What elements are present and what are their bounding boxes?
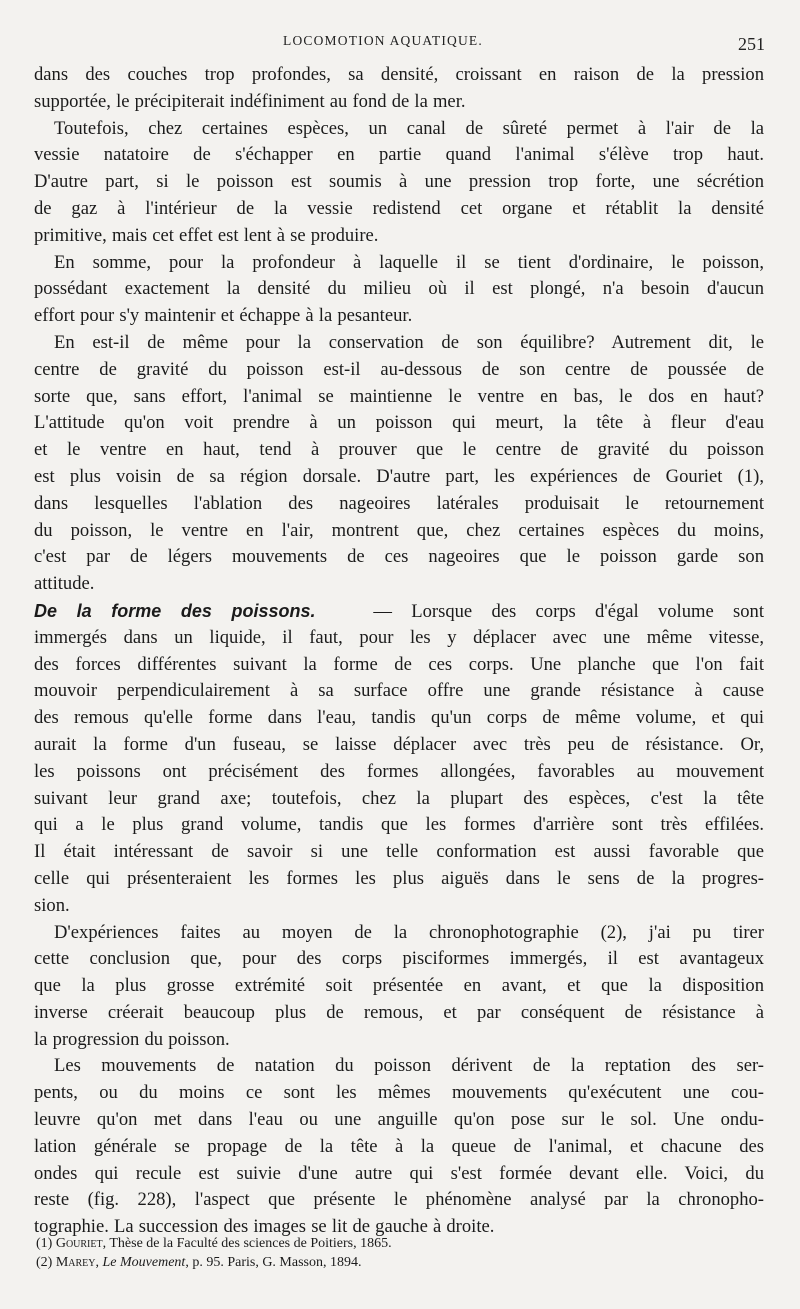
text-line: En est-il de même pour la conservation de son équilibre? Autrement dit, le	[54, 331, 764, 353]
footnotes	[36, 1234, 756, 1272]
text-line: la progression du poisson.	[34, 1028, 230, 1050]
text-line: Il était intéressant de savoir si une telle conformation est aussi favorable que	[34, 841, 764, 863]
text-line: que la plus grosse extrémité soit présentée en avant, et que la disposition	[34, 975, 764, 997]
text-line: aurait la forme d'un fuseau, se laisse déplacer avec très peu de résistance. Or,	[34, 733, 764, 755]
text-line: c'est par de légers mouvements de ces nageoires que le poisson garde son	[34, 546, 764, 568]
footnote-text: , Thèse de la Faculté des sciences de Poitiers, 1865.	[102, 1236, 392, 1251]
footnote-title: Le Mouvement	[102, 1255, 186, 1270]
text-line: vessie natatoire de s'échapper en partie quand l'animal s'élève trop haut.	[34, 144, 764, 166]
text-line: du poisson, le ventre en l'air, montrent que, chez certaines espèces du moins,	[34, 519, 764, 541]
text-line: des forces différentes suivant la forme de ces corps. Une planche que l'on fait	[34, 653, 764, 675]
text-line: dans des couches trop profondes, sa densité, croissant en raison de la pression	[34, 64, 764, 85]
text-line: L'attitude qu'on voit prendre à un poisson qui meurt, la tête à fleur d'eau	[34, 412, 764, 434]
text-line: dans lesquelles l'ablation des nageoires latérales produisait le retournement	[34, 492, 764, 514]
text-line: immergés dans un liquide, il faut, pour les y déplacer avec une même vitesse,	[34, 626, 764, 648]
footnote	[36, 1234, 756, 1253]
text-line: ondes qui recule est suivie d'une autre qui s'est formée devant elle. Voici, du	[34, 1162, 764, 1184]
text-line: mouvoir perpendiculairement à sa surface offre une grande résistance à cause	[34, 680, 764, 702]
running-head	[0, 28, 800, 58]
text-line: cette conclusion que, pour des corps pisciformes immergés, il est avantageux	[34, 948, 764, 970]
text-line: pents, ou du moins ce sont les mêmes mouvements qu'exécutent une cou-	[34, 1082, 764, 1104]
section-heading-line	[34, 598, 764, 625]
text-line: qui a le plus grand volume, tandis que les formes d'arrière sont très effilées.	[34, 814, 764, 836]
text-line: D'expériences faites au moyen de la chronophotographie (2), j'ai pu tirer	[54, 921, 764, 943]
text-line: — Lorsque des corps d'égal volume sont	[373, 600, 764, 622]
text-line: reste (fig. 228), l'aspect que présente le phénomène analysé par la chronopho-	[34, 1189, 764, 1211]
text-line: tographie. La succession des images se lit de gauche à droite.	[34, 1216, 495, 1238]
text-line: possédant exactement la densité du milieu où il est plongé, n'a besoin d'aucun	[34, 278, 764, 300]
footnote-mark: (1)	[36, 1236, 53, 1251]
text-line: D'autre part, si le poisson est soumis à une pression trop forte, une sécrétion	[34, 171, 764, 193]
page-number: 251	[738, 34, 765, 54]
text-line: est plus voisin de sa région dorsale. D'autre part, les expériences de Gouriet (1),	[34, 465, 764, 487]
text-line: des remous qu'elle forme dans l'eau, tandis qu'un corps de même volume, et qui	[34, 707, 764, 729]
running-title: LOCOMOTION AQUATIQUE.	[283, 33, 483, 48]
text-line: les poissons ont précisément des formes allongées, favorables au mouvement	[34, 760, 764, 782]
text-line: leuvre qu'on met dans l'eau ou une anguille qu'on pose sur le sol. Une ondu-	[34, 1109, 764, 1131]
text-line: Les mouvements de natation du poisson dérivent de la reptation des ser-	[54, 1055, 764, 1077]
text-line: sion.	[34, 894, 70, 916]
text-line: lation générale se propage de la tête à la queue de l'animal, et chacune des	[34, 1135, 764, 1157]
footnote: (2) Marey, Le Mouvement, p. 95. Paris, G. Masson, 1894.	[36, 1255, 362, 1270]
text-line: Toutefois, chez certaines espèces, un canal de sûreté permet à l'air de la	[54, 117, 764, 139]
section-heading: De la forme des poissons.	[34, 600, 316, 621]
text-line: centre de gravité du poisson est-il au-dessous de son centre de poussée de	[34, 358, 764, 380]
text-line: effort pour s'y maintenir et échappe à la pesanteur.	[34, 305, 413, 327]
footnote-author: Marey	[55, 1255, 96, 1270]
text-line: sorte que, sans effort, l'animal se maintienne le ventre en bas, le dos en haut?	[34, 385, 764, 407]
text-line: inverse créerait beaucoup plus de remous, et par conséquent de résistance à	[34, 1001, 764, 1023]
text-line: de gaz à l'intérieur de la vessie redistend cet organe et rétablit la densité	[34, 197, 764, 219]
footnote-text: , p. 95. Paris, G. Masson, 1894.	[185, 1255, 362, 1270]
footnote-author: Gouriet	[55, 1236, 103, 1251]
text-line: et le ventre en haut, tend à prouver que le centre de gravité du poisson	[34, 439, 764, 461]
text-line: supportée, le précipiterait indéfiniment au fond de la mer.	[34, 90, 466, 112]
text-line: En somme, pour la profondeur à laquelle il se tient d'ordinaire, le poisson,	[54, 251, 764, 273]
footnote-mark: (2)	[36, 1255, 53, 1270]
text-line: primitive, mais cet effet est lent à se produire.	[34, 224, 379, 246]
text-line: celle qui présenteraient les formes les plus aiguës dans le sens de la progres-	[34, 867, 764, 889]
body-text	[34, 62, 764, 1241]
text-line: attitude.	[34, 573, 95, 595]
text-line: suivant leur grand axe; toutefois, chez la plupart des espèces, c'est la tête	[34, 787, 764, 809]
